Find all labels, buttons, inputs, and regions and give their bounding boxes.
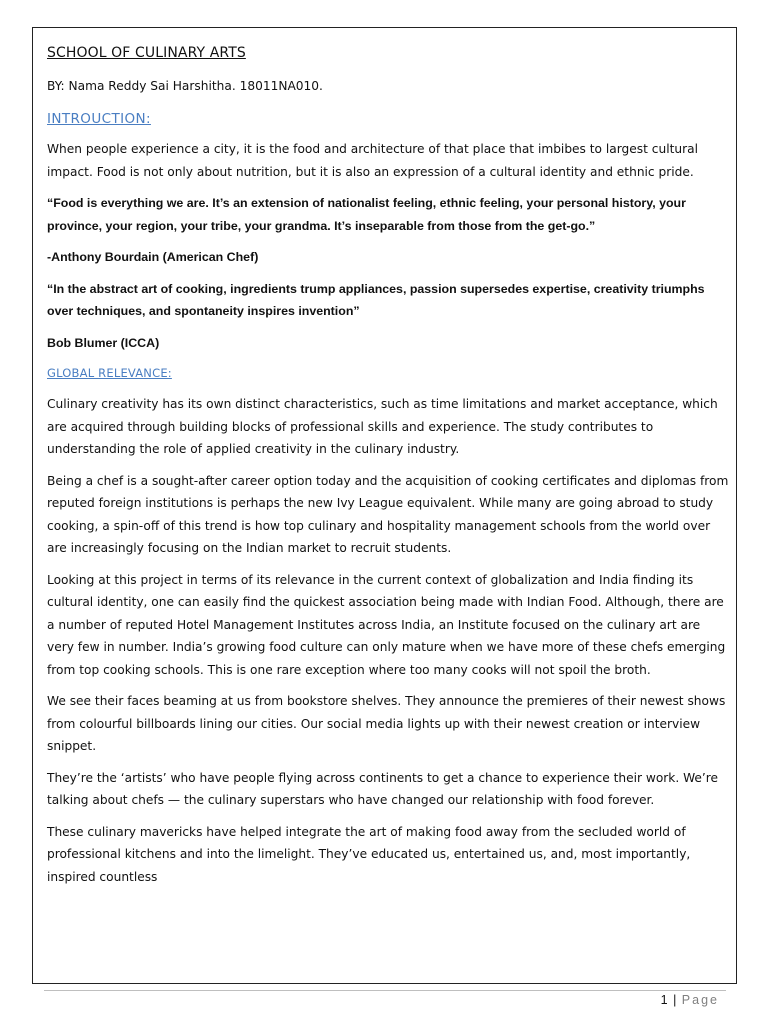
page-footer <box>661 992 719 1008</box>
quote-blumer-author: Bob Blumer (ICCA) <box>47 335 160 350</box>
author-byline: BY: Nama Reddy Sai Harshitha. 18011NA010. <box>47 79 323 93</box>
footer-divider <box>44 990 726 991</box>
body-paragraph-faces: We see their faces beaming at us from bookstore shelves. They announce the premieres of their newest shows from colourful billboards lining our cities. Our social media lights up with their newest creation or interview snippet. <box>47 694 726 753</box>
document-title: SCHOOL OF CULINARY ARTS <box>47 45 246 61</box>
body-paragraph-career: Being a chef is a sought-after career option today and the acquisition of cooking certificates and diplomas from reputed foreign institutions is perhaps the new Ivy League equivalent. While many are going abroad to study cooking, a spin-off of this trend is how top culinary and hospitality management schools from the world over are increasingly focusing on the Indian market to recruit students. <box>47 473 729 555</box>
body-paragraph-relevance: Looking at this project in terms of its relevance in the current context of globalization and India finding its cultural identity, one can easily find the quickest association being made with Indian Food. Although, there are a number of reputed Hotel Management Institutes across India, an Institute focused on the culinary art are very few in number. India’s growing food culture can only mature when we have more of these chefs emerging from top cooking schools. This is one rare exception where too many cooks will not spoil the broth. <box>47 572 726 677</box>
page-number: 1 <box>660 993 668 1007</box>
global-relevance-heading: GLOBAL RELEVANCE: <box>47 366 172 380</box>
intro-paragraph: When people experience a city, it is the food and architecture of that place that imbibes to largest cultural impact. Food is not only about nutrition, but it is also an expression of a cultural identity and ethnic pride. <box>47 142 698 179</box>
quote-blumer: “In the abstract art of cooking, ingredients trump appliances, passion supersedes expertise, creativity triumphs over techniques, and spontaneity inspires invention” <box>47 281 705 318</box>
quote-bourdain: “Food is everything we are. It’s an extension of nationalist feeling, ethnic feeling, your personal history, your province, your region, your tribe, your grandma. It’s inseparable from those from the get-go.” <box>47 196 686 233</box>
quote-bourdain-author: -Anthony Bourdain (American Chef) <box>47 250 259 264</box>
introduction-heading: INTROUCTION: <box>47 111 151 127</box>
body-paragraph-artists: They’re the ‘artists’ who have people flying across continents to get a chance to experience their work. We’re talking about chefs — the culinary superstars who have changed our relationship with food forever. <box>47 770 719 807</box>
footer-separator: | <box>673 993 677 1007</box>
body-paragraph-mavericks: These culinary mavericks have helped integrate the art of making food away from the secluded world of professional kitchens and into the limelight. They’ve educated us, entertained us, and, most importantly, inspired countless <box>47 824 691 884</box>
body-paragraph-creativity: Culinary creativity has its own distinct characteristics, such as time limitations and market acceptance, which are acquired through building blocks of professional skills and experience. The study contributes to understanding the role of applied creativity in the culinary industry. <box>47 397 718 456</box>
document-body <box>47 42 729 897</box>
page-label: Page <box>681 993 719 1007</box>
